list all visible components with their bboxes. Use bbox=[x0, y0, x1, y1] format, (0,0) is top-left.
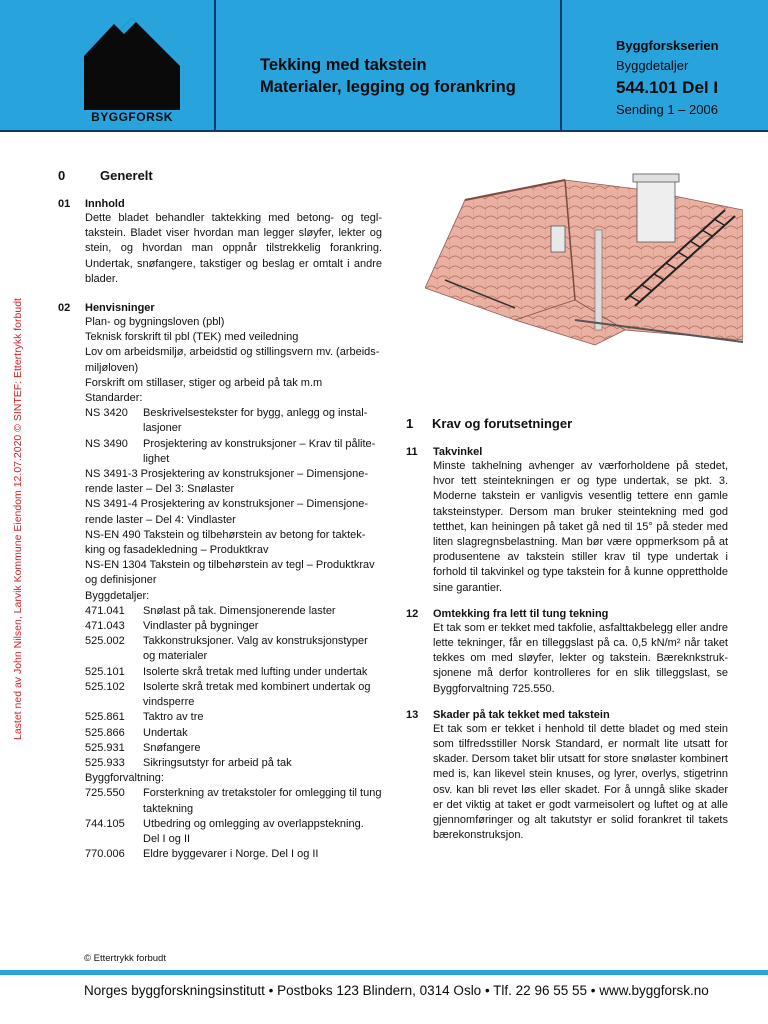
footer-rule bbox=[0, 970, 768, 975]
roof-illustration bbox=[425, 170, 743, 350]
title-line-1: Tekking med takstein bbox=[260, 56, 427, 74]
byggdetalj-item: 471.041 Snølast på tak. Dimensjonerende laster bbox=[85, 604, 336, 617]
paragraph-skader: Et tak som er tekket i henhold til dette bladet og med stein som tilfredsstiller Norsk Standard, er normalt lite utsatt for skader. Dersom taket blir utsatt for store snølaster kombinert med is, kan likevel stein knuses, og lyrer, overlys, stigetrinn osv. kan bli revet løs eller skadet. For å unngå slike skader er det viktig at taket er godt varmeisolert og luftet og at alle gjennomføringer og alt takutstyr er solid forankret til takets bærekonstruksjon. bbox=[433, 722, 728, 842]
reference-line: Teknisk forskrift til pbl (TEK) med veiledning bbox=[85, 331, 299, 344]
byggdetalj-item: 525.931 Snøfangere bbox=[85, 741, 201, 754]
byggdetalj-item: 525.102 Isolerte skrå tretak med kombinert undertak og vindsperre bbox=[85, 680, 371, 709]
standard-item: NS 3491-3 Prosjektering av konstruksjoner – Dimensjone-rende laster – Del 3: Snølaster bbox=[85, 468, 369, 496]
subsection-heading: 11 Takvinkel bbox=[406, 446, 483, 458]
reference-line: Standarder: bbox=[85, 392, 143, 405]
section-heading: 1 Krav og forutsetninger bbox=[406, 416, 573, 431]
paragraph-takvinkel: Minste takhelning avhenger av værforholdene på stedet, hvor tett steintekningen er og type undertak, se pkt. 3. Moderne takstein er vanligvis vesentlig tettere enn gamle taksteinstyper. Dersom man bruker steintekning med god tetthet, kan heiningen på taket gå ned til 15° på steder med liten slagregnsbelastning. Man bør være oppmerksom på at produsentene av takstein stiller krav til type undertak i forhold til takvinkel og type takstein for å kunne opprettholde sine garantier. bbox=[433, 460, 728, 594]
footer-contact: Norges byggforskningsinstitutt • Postboks 123 Blindern, 0314 Oslo • Tlf. 22 96 55 55 • www.byggforsk.no bbox=[84, 983, 709, 998]
download-note: Lastet ned av John Nilsen, Larvik Kommune Eiendom 12.07.2020 © SINTEF: Ettertrykk forbudt bbox=[12, 298, 24, 740]
header-divider bbox=[560, 0, 562, 132]
series-name: Byggforskserien bbox=[616, 38, 719, 53]
byggforsk-logo bbox=[76, 14, 186, 122]
byggforvaltning-label: Byggforvaltning: bbox=[85, 772, 164, 785]
byggdetalj-item: 471.043 Vindlaster på bygninger bbox=[85, 620, 259, 633]
standard-item: NS 3490 Prosjektering av konstruksjoner – Krav til pålite-lighet bbox=[85, 437, 376, 465]
pipe bbox=[595, 230, 602, 330]
document-title bbox=[260, 54, 516, 98]
standard-item: NS 3420 Beskrivelsestekster for bygg, anlegg og instal-lasjoner bbox=[85, 407, 368, 435]
reference-line: Forskrift om stillaser, stiger og arbeid på tak m.m bbox=[85, 376, 323, 389]
byggdetalj-item: 525.101 Isolerte skrå tretak med lufting under undertak bbox=[85, 665, 368, 678]
standard-item: NS 3491-4 Prosjektering av konstruksjoner – Dimensjone-rende laster – Del 4: Vindlaster bbox=[85, 498, 369, 526]
title-line-2: Materialer, legging og forankring bbox=[260, 78, 516, 96]
section-krav bbox=[406, 416, 728, 843]
section-heading: 0 Generelt bbox=[58, 168, 153, 183]
header-divider bbox=[214, 0, 216, 132]
paragraph-innhold: Dette bladet behandler taktekking med betong- og tegl-takstein. Bladet viser hvordan man legger sløyfer, lekter og stein, og hvordan man oppnår tilstrekkelig forankring. Undertak, snøfangere, takstiger og beslag er omtalt i andre blader. bbox=[85, 212, 382, 285]
series-number: 544.101 Del I bbox=[616, 78, 719, 97]
series-type: Byggdetaljer bbox=[616, 58, 689, 73]
subsection-heading: 12 Omtekking fra lett til tung tekning bbox=[406, 607, 609, 620]
subsection-heading: 02 Henvisninger bbox=[58, 302, 155, 315]
byggdetalj-item: 525.861 Taktro av tre bbox=[85, 711, 204, 724]
byggdetaljer-label: Byggdetaljer: bbox=[85, 589, 150, 602]
standard-item: NS-EN 1304 Takstein og tilbehørstein av tegl – Produktkrav og definisjoner bbox=[85, 559, 375, 587]
byggforvaltning-item: 725.550 Forsterkning av tretakstoler for omlegging til tung taktekning bbox=[85, 787, 382, 815]
section-generelt bbox=[58, 168, 382, 862]
header-bottom-rule bbox=[0, 130, 768, 132]
byggdetalj-item: 525.866 Undertak bbox=[85, 726, 188, 739]
copyright-note: © Ettertrykk forbudt bbox=[84, 953, 166, 964]
chimney bbox=[637, 178, 675, 242]
subsection-heading: 01 Innhold bbox=[58, 198, 125, 210]
byggforvaltning-item: 770.006 Eldre byggevarer i Norge. Del I og II bbox=[85, 848, 319, 861]
byggforvaltning-item: 744.105 Utbedring og omlegging av overlappstekning. Del I og II bbox=[85, 817, 364, 845]
logo-text: BYGGFORSK bbox=[91, 110, 173, 122]
reference-line: Lov om arbeidsmiljø, arbeidstid og stillingsvern mv. (arbeids- bbox=[85, 346, 380, 359]
reference-line: Plan- og bygningsloven (pbl) bbox=[85, 316, 225, 329]
side-note-container bbox=[0, 0, 24, 740]
byggdetalj-item: 525.002 Takkonstruksjoner. Valg av konstruksjonstyper og materialer bbox=[85, 635, 368, 663]
vent-pipe bbox=[551, 226, 565, 252]
series-info bbox=[616, 36, 719, 120]
standard-item: NS-EN 490 Takstein og tilbehørstein av betong for taktek-king og fasadekledning – Produktkrav bbox=[85, 528, 366, 557]
reference-list bbox=[85, 315, 382, 862]
subsection-heading: 13 Skader på tak tekket med takstein bbox=[406, 708, 610, 721]
paragraph-omtekking: Et tak som er tekket med takfolie, asfalttakbelegg eller andre lette tekninger, får en tilleggslast på ca. 0,5 kN/m² når taket tekkes om med sløyfer, lekter og takstein. Bæreknkstruk-sjonene må derfor kontrolleres for en slik tilleggslast, se Byggforvaltning 725.550. bbox=[433, 621, 728, 695]
reference-line: miljøloven) bbox=[85, 361, 139, 374]
sending-info: Sending 1 – 2006 bbox=[616, 102, 718, 117]
byggdetalj-item: 525.933 Sikringsutstyr for arbeid på tak bbox=[85, 756, 292, 769]
